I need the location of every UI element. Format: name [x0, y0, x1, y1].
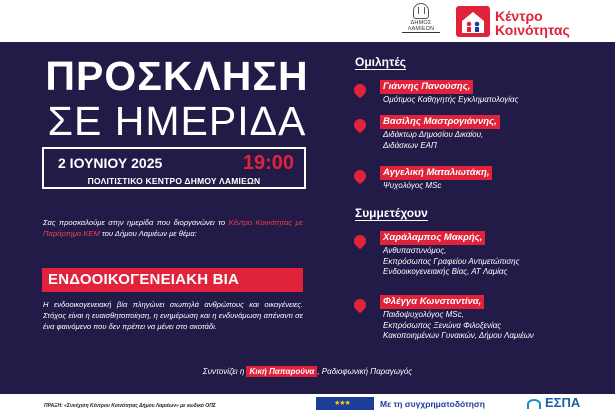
coordinator-prefix: Συντονίζει η [202, 367, 247, 376]
municipality-line2: ΛΑΜΙΕΩΝ [402, 26, 440, 33]
bullet-icon [352, 168, 369, 185]
speaker-role [383, 130, 483, 151]
event-venue: ΠΟΛΙΤΙΣΤΙΚΟ ΚΕΝΤΡΟ ΔΗΜΟΥ ΛΑΜΙΕΩΝ [87, 176, 261, 186]
participant-role-line: Εκπρόσωπος Ξενώνα Φιλοξενίας [383, 320, 502, 330]
community-center-line2: Κοινότητας [495, 22, 570, 38]
participant-role-line: Εκπρόσωπος Γραφείου Αντιμετώπισης [383, 256, 520, 266]
participants-heading: Συμμετέχουν [355, 206, 428, 220]
intro-highlight: Κέντρο Κοινότητας με Παράρτημα ΚΕΜ [43, 218, 303, 238]
speaker-name: Βασίλης Μαστρογιάννης, [380, 115, 500, 129]
participant-name: Φλέγγα Κωνσταντίνα, [380, 295, 484, 309]
bullet-icon [352, 297, 369, 314]
bullet-icon [352, 117, 369, 134]
participant-role [383, 310, 534, 342]
community-center-logo [455, 3, 615, 41]
intro-part2: του Δήμου Λαμιέων με θέμα: [99, 228, 197, 238]
community-center-house-icon [455, 4, 491, 38]
event-date: 2 ΙΟΥΝΙΟΥ 2025 [58, 155, 163, 171]
intro-text [43, 218, 303, 239]
intro-part1: Σας προσκαλούμε στην ημερίδα που διοργανώνει το [43, 218, 229, 227]
speaker-role-line: Διδάκτωρ Δημοσίου Δικαίου, [383, 130, 484, 139]
speaker-role [383, 181, 441, 192]
municipality-logo [402, 3, 440, 39]
invitation-panel [0, 42, 615, 394]
participant-role-line: Παιδοψυχολόγος MSc, [383, 310, 464, 319]
topic-banner: ΕΝΔΟΟΙΚΟΓΕΝΕΙΑΚΗ ΒΙΑ [42, 268, 303, 292]
invitation-title [42, 53, 312, 144]
participant-role-line: Ενδοοικογενειακής Βίας, ΑΤ Λαμίας [383, 267, 508, 276]
participant-role-line: Κακοποιημένων Γυναικών, Δήμου Λαμιέων [383, 331, 534, 340]
speaker-role-line: Διδάσκων ΕΑΠ [383, 140, 437, 150]
bullet-icon [352, 82, 369, 99]
header [0, 0, 615, 42]
espa-wordmark: ΕΣΠΑ [545, 395, 581, 410]
speakers-heading: Ομιλητές [355, 55, 407, 69]
footer [0, 394, 615, 410]
community-center-line1: Κέντρο [495, 8, 543, 24]
participant-role [383, 246, 520, 278]
speaker-role [383, 95, 519, 106]
municipality-name [402, 20, 440, 33]
coordinator-name: Κική Παπαρούνα [246, 366, 317, 377]
title-line1: ΠΡΟΣΚΛΗΣΗ [45, 53, 309, 99]
speaker-name: Γιάννης Πανούσης, [380, 80, 473, 94]
event-date-box [42, 147, 306, 189]
title-line2: ΣΕ ΗΜΕΡΙΔΑ [47, 98, 307, 144]
participant-role-line: Ανθυπαστυνόμος, [383, 246, 447, 255]
participant-name: Χαράλαμπος Μακρής, [380, 231, 485, 245]
espa-logo [527, 395, 615, 410]
speaker-role-line: Ψυχολόγος MSc [383, 181, 442, 190]
event-time: 19:00 [242, 152, 294, 174]
speaker-name: Αγγελική Ματαλιωτάκη, [380, 166, 492, 180]
topic-description: Η ενδοοικογενειακή βία πληγώνει σιωπηλά ανθρώπους και οικογένειες. Στόχος είναι η ευαισθητοποίηση, η ενημέρωση και η ενδυνάμωση απέναντι σε ένα φαινόμενο που δεν πρέπει να μένει στο σκοτάδι. [43, 300, 303, 331]
coordinator-suffix: , Ραδιοφωνική Παραγωγός [317, 367, 413, 376]
funding-text: Με τη συγχρηματοδότηση [380, 399, 485, 409]
municipality-emblem-icon [413, 3, 429, 19]
speaker-role-line: Ομότιμος Καθηγητής Εγκληματολογίας [383, 95, 519, 104]
eu-flag-icon: ★★★ [316, 397, 374, 410]
espa-arc-icon [527, 399, 541, 409]
action-text: ΠΡΑΞΗ: «Συνέχιση Κέντρου Κοινότητας Δήμου Λαμιέων» με κωδικό ΟΠΣ [44, 403, 216, 409]
community-center-name [495, 9, 570, 37]
municipality-line1: ΔΗΜΟΣ [410, 20, 432, 26]
coordinator-line [0, 367, 615, 376]
bullet-icon [352, 233, 369, 250]
